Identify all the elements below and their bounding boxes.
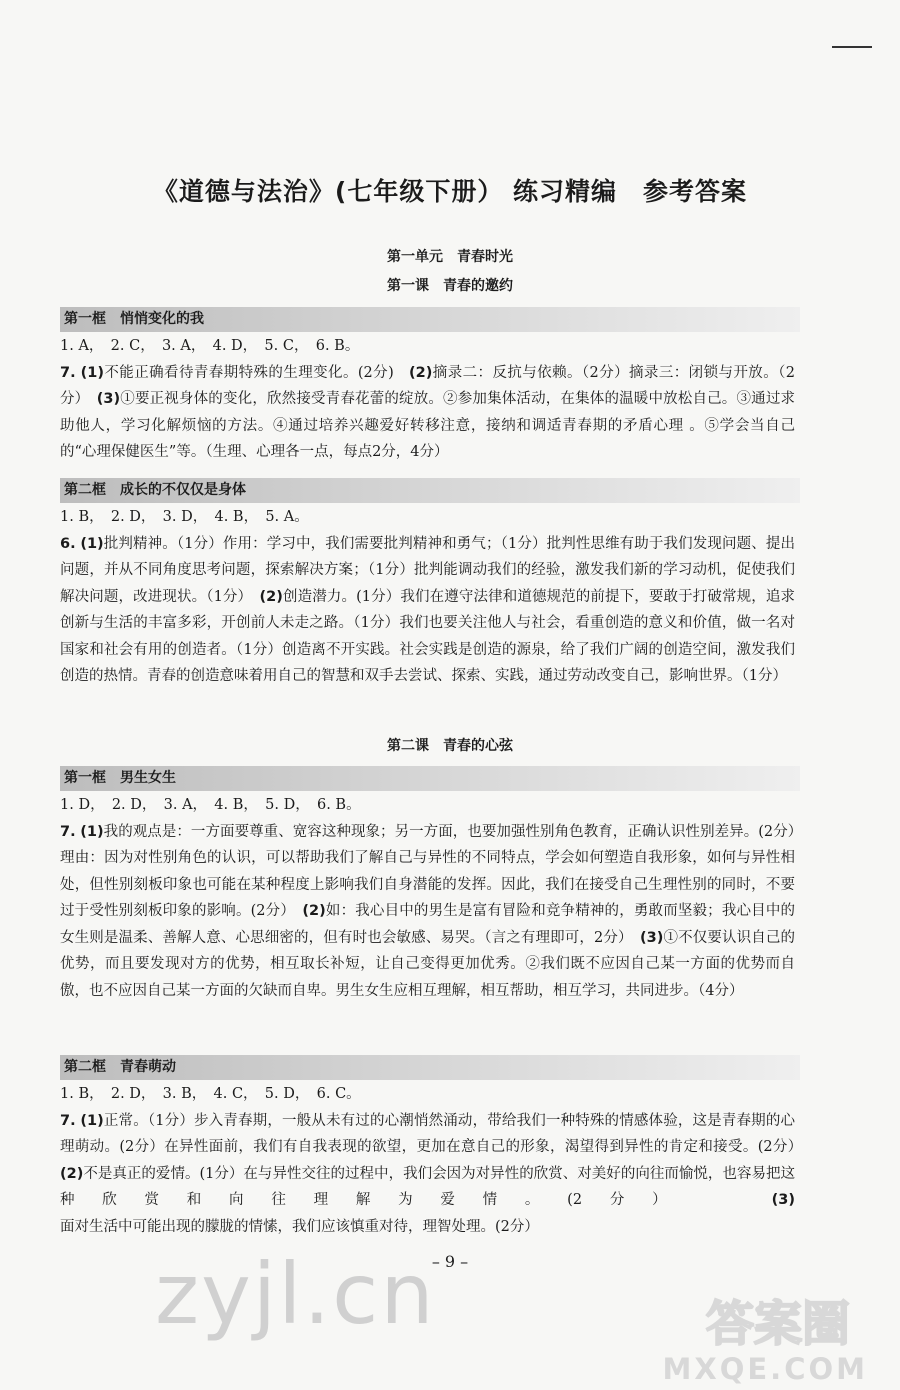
watermark-url: MXQE.COM (662, 1352, 868, 1386)
question-number: 7. (60, 364, 76, 381)
part-label: (2) (302, 903, 326, 919)
watermark-zyjl: zyjl.cn (155, 1245, 436, 1343)
watermark-logo-icon (678, 1292, 878, 1352)
part-text: 如：我心目中的男生是富有冒险和竞争精神的，勇敢而坚毅；我心目中的女生则是温柔、善解人意、心思细密的，但有时也会敏感、易哭。（言之有理即可，2分） (60, 903, 795, 946)
choice-answers: 1. B， 2. D， 3. B， 4. C， 5. D， 6. C。 (60, 1086, 361, 1102)
part-text: 我的观点是：一方面要尊重、宽容这种现象；另一方面，也要加强性别角色教育，正确认识性别差异。(2分）理由：因为对性别角色的认识，可以帮助我们了解自己与异性的不同特点，学会如何塑造自我形象，如何与异性相处，但性别刻板印象也可能在某种程度上影响我们自身潜能的发挥。因此，我们在接受自己生理性别的同时，不要过于受性别刻板印象的影响。(2分） (60, 823, 795, 919)
part-label: (1) (80, 1112, 104, 1129)
frame-body-1-2 (60, 504, 795, 690)
frame-header-2-1: 第一框 男生女生 (60, 766, 800, 791)
part-text: 批判精神。（1分）作用：学习中，我们需要批判精神和勇气；（1分）批判性思维有助于我们发现问题、提出问题，并从不同角度思考问题，探索解决方案；（1分）批判能调动我们的经验，激发我们新的学习动机，促使我们解决问题，改进现状。（1分） (60, 535, 795, 605)
corner-mark (832, 46, 872, 48)
part-text: ①要正视身体的变化，欣然接受青春花蕾的绽放。②参加集体活动，在集体的温暖中放松自己。③通过求助他人，学习化解烦恼的方法。④通过培养兴趣爱好转移注意，接纳和调适青春期的矛盾心理 。⑤学会当自己的“心理保健医生”等。（生理、心理各一点，每点2分，4分） (60, 391, 795, 460)
frame-header-1-1: 第一框 悄悄变化的我 (60, 307, 800, 332)
frame-body-2-2 (60, 1081, 824, 1240)
page-number: – 9 – (431, 1252, 469, 1271)
choice-answers: 1. B， 2. D， 3. D， 4. B， 5. A。 (60, 509, 309, 525)
part-label: (2) (409, 364, 433, 381)
part-label: (3) (640, 929, 664, 946)
part-text: 正常。（1分）步入青春期，一般从未有过的心潮悄然涌动，带给我们一种特殊的情感体验，这是青春期的心理萌动。(2分）在异性面前，我们有自我表现的欲望，更加在意自己的形象，渴望得到异性的肯定和接受。(2分） (60, 1112, 824, 1155)
lesson-title-2: 第二课 青春的心弦 (387, 738, 513, 754)
part-text: 摘录二：反抗与依赖。（2分）摘录三：闭锁与开放。（2分） (60, 364, 796, 407)
frame-body-2-1 (60, 792, 795, 1004)
frame-body-1-1 (60, 333, 795, 466)
part-label: (2) (259, 588, 283, 605)
part-text: ①不仅要认识自己的优势，而且要发现对方的优势，相互取长补短，让自己变得更加优秀。②我们既不应因自己某一方面的优势而自傲，也不应因自己某一方面的欠缺而自卑。男生女生应相互理解，相互帮助，相互学习，共同进步。（4分） (60, 929, 795, 999)
lesson-title-1: 第一课 青春的邀约 (387, 278, 513, 294)
question-number: 6. (60, 535, 76, 552)
part-text: 不能正确看待青春期特殊的生理变化。(2分) (103, 364, 410, 381)
question-number: 7. (60, 1112, 76, 1129)
part-label: (3) (96, 391, 121, 407)
part-label: (2) (60, 1165, 84, 1182)
question-answer (60, 360, 795, 466)
question-answer (60, 1108, 824, 1241)
choice-answers: 1. D， 2. D， 3. A， 4. B， 5. D， 6. B。 (60, 797, 361, 813)
question-number: 7. (60, 823, 76, 840)
watermark-logo-text: 答案圈 (705, 1296, 851, 1352)
part-label: (3) (771, 1192, 795, 1208)
question-answer (60, 531, 795, 690)
question-answer (60, 819, 795, 1005)
unit-title: 第一单元 青春时光 (387, 249, 513, 265)
part-text: 面对生活中可能出现的朦胧的情愫，我们应该慎重对待，理智处理。(2分） (60, 1218, 539, 1235)
part-label: (1) (80, 535, 104, 552)
frame-header-1-2: 第二框 成长的不仅仅是身体 (60, 478, 800, 503)
frame-header-2-2: 第二框 青春萌动 (60, 1055, 800, 1080)
document-title: 《道德与法治》(七年级下册） 练习精编 参考答案 (152, 177, 748, 206)
part-label: (1) (80, 364, 104, 381)
part-text: 创造潜力。(1分）我们在遵守法律和道德规范的前提下，要敢于打破常规，追求创新与生活的丰富多彩，开创前人未走之路。（1分）我们也要关注他人与社会，看重创造的意义和价值，做一名对国家和社会有用的创造者。（1分）创造离不开实践。社会实践是创造的源泉，给了我们广阔的创造空间，激发我们创造的热情。青春的创造意味着用自己的智慧和双手去尝试、探索、实践，通过劳动改变自己，影响世界。（1分） (60, 588, 795, 684)
part-label: (1) (80, 823, 104, 840)
part-text: 不是真正的爱情。(1分）在与异性交往的过程中，我们会因为对异性的欣赏、对美好的向往而愉悦，也容易把这种欣赏和向往理解为爱情。(2分） (60, 1165, 795, 1208)
choice-answers: 1. A， 2. C， 3. A， 4. D， 5. C， 6. B。 (60, 338, 360, 354)
